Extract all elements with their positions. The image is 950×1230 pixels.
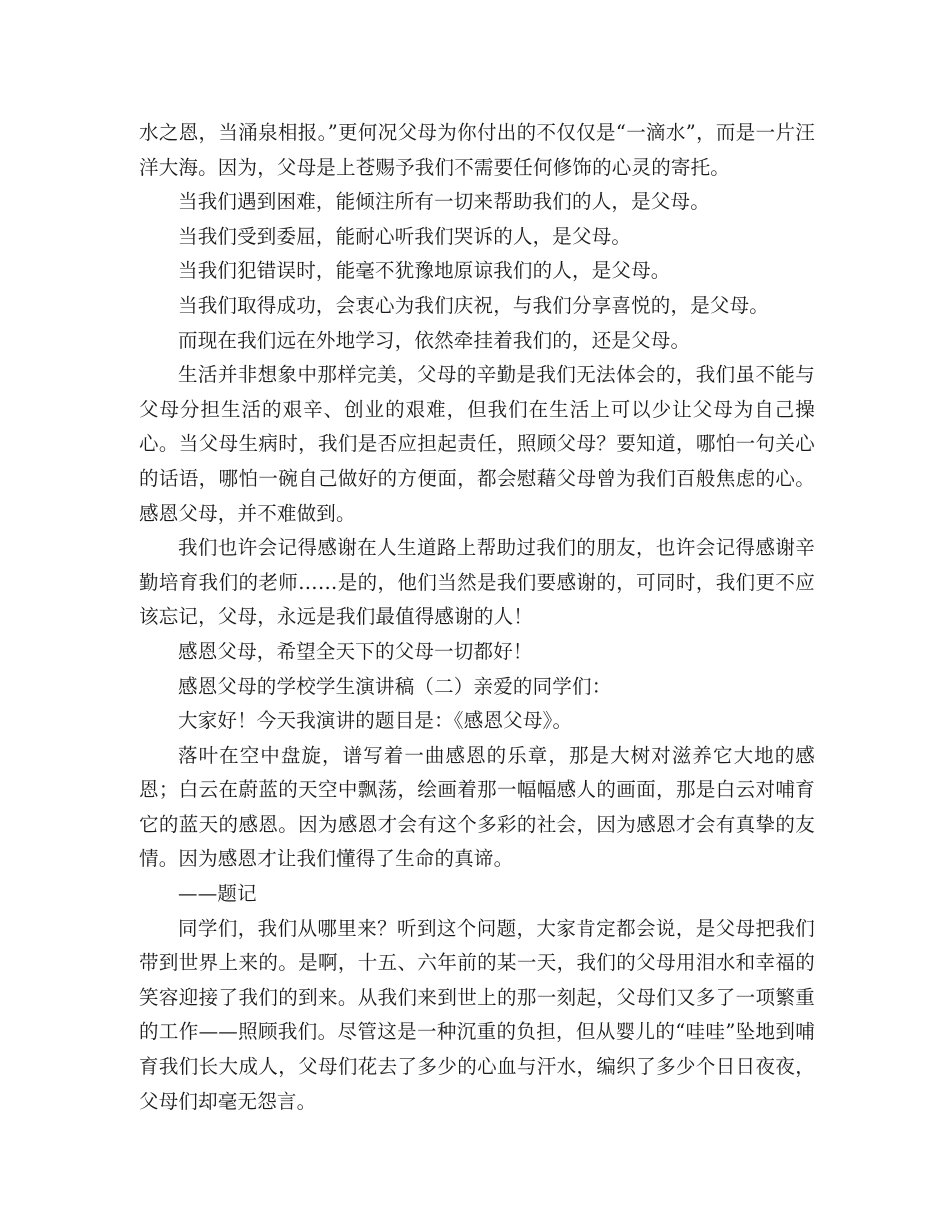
paragraph: 生活并非想象中那样完美，父母的辛勤是我们无法体会的，我们虽不能与父母分担生活的艰辛、创业的艰难，但我们在生活上可以少让父母为自己操心。当父母生病时，我们是否应担起责任，照顾父母？要知道，哪怕一句关心的话语，哪怕一碗自己做好的方便面，都会慰藉父母曾为我们百般焦虑的心。感恩父母，并不难做到。 [139, 363, 815, 525]
section-heading: 感恩父母的学校学生演讲稿（二）亲爱的同学们： [178, 674, 612, 698]
paragraph: 当我们受到委屈，能耐心听我们哭诉的人，是父母。 [178, 224, 632, 248]
document-body [139, 116, 815, 1119]
paragraph-continuation: 水之恩，当涌泉相报。”更何况父母为你付出的不仅仅是“一滴水”，而是一片汪洋大海。因为，父母是上苍赐予我们不需要任何修饰的心灵的寄托。 [139, 121, 815, 179]
paragraph: 大家好！今天我演讲的题目是：《感恩父母》。 [178, 709, 573, 733]
paragraph: 落叶在空中盘旋，谱写着一曲感恩的乐章，那是大树对滋养它大地的感恩；白云在蔚蓝的天空中飘荡，绘画着那一幅幅感人的画面，那是白云对哺育它的蓝天的感恩。因为感恩才会有这个多彩的社会，因为感恩才会有真挚的友情。因为感恩才让我们懂得了生命的真谛。 [139, 743, 815, 871]
paragraph: 而现在我们远在外地学习，依然牵挂着我们的，还是父母。 [178, 328, 691, 352]
paragraph: 同学们，我们从哪里来？听到这个问题，大家肯定都会说，是父母把我们带到世界上来的。是啊，十五、六年前的某一天，我们的父母用泪水和幸福的笑容迎接了我们的到来。从我们来到世上的那一刻起，父母们又多了一项繁重的工作——照顾我们。尽管这是一种沉重的负担，但从婴儿的“哇哇”坠地到哺育我们长大成人，父母们花去了多少的心血与汗水，编织了多少个日日夜夜，父母们却毫无怨言。 [139, 916, 815, 1113]
epigraph-attribution: ——题记 [178, 882, 257, 906]
paragraph: 当我们取得成功，会衷心为我们庆祝，与我们分享喜悦的，是父母。 [178, 293, 770, 317]
paragraph: 当我们遇到困难，能倾注所有一切来帮助我们的人，是父母。 [178, 190, 710, 214]
paragraph: 我们也许会记得感谢在人生道路上帮助过我们的朋友，也许会记得感谢辛勤培育我们的老师……是的，他们当然是我们要感谢的，可同时，我们更不应该忘记，父母，永远是我们最值得感谢的人！ [139, 536, 815, 629]
paragraph: 感恩父母，希望全天下的父母一切都好！ [178, 639, 533, 663]
paragraph: 当我们犯错误时，能毫不犹豫地原谅我们的人，是父母。 [178, 259, 671, 283]
